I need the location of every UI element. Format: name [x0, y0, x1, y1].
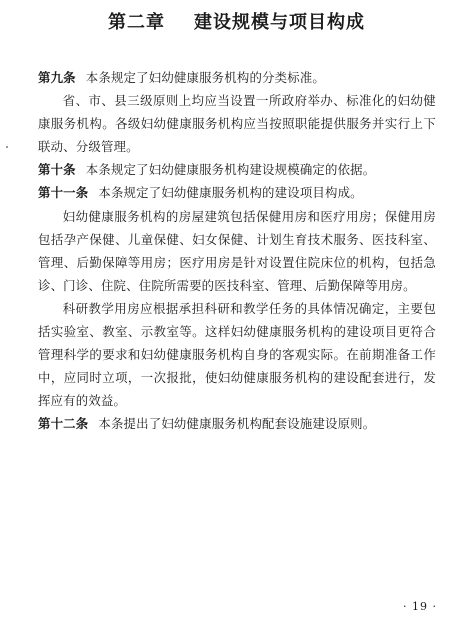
- article-12-heading: 第十二条: [38, 416, 89, 432]
- article-9-text: 本条规定了妇幼健康服务机构的分类标准。: [85, 70, 326, 85]
- article-10-heading: 第十条: [38, 162, 76, 178]
- article-10: [38, 158, 436, 181]
- article-10-text: 本条规定了妇幼健康服务机构建设规模确定的依据。: [85, 162, 376, 178]
- page-number: · 19 ·: [403, 600, 437, 613]
- article-9-heading: 第九条: [38, 70, 76, 85]
- article-9: [38, 66, 436, 89]
- article-11-body-1: 妇幼健康服务机构的房屋建筑包括保健用房和医疗用房；保健用房包括孕产保健、儿童保健、妇女保健、计划生育技术服务、医技科室、管理、后勤保障等用房；医疗用房是针对设置住院床位的机构，包括急诊、门诊、住院、住院所需要的医技科室、管理、后勤保障等用房。: [38, 208, 436, 293]
- body-text: [38, 66, 436, 436]
- article-11-body-2: 科研教学用房应根据承担科研和教学任务的具体情况确定，主要包括实验室、教室、示教室等。这样妇幼健康服务机构的建设项目更符合管理科学的要求和妇幼健康服务机构自身的客观实际。在前期准备工作中，应同时立项，一次报批，使妇幼健康服务机构的建设配套进行，发挥应有的效益。: [38, 300, 436, 409]
- article-11: [38, 181, 436, 204]
- chapter-title: 第二章 建设规模与项目构成: [107, 12, 366, 33]
- article-11-text: 本条规定了妇幼健康服务机构的建设项目构成。: [98, 185, 363, 201]
- article-12: [38, 412, 436, 435]
- article-11-heading: 第十一条: [38, 185, 89, 201]
- margin-mark: [6, 146, 8, 148]
- article-12-text: 本条提出了妇幼健康服务机构配套设施建设原则。: [98, 416, 376, 432]
- article-9-body: 省、市、县三级原则上均应当设置一所政府举办、标准化的妇幼健康服务机构。各级妇幼健康服务机构应当按照职能提供服务并实行上下联动、分级管理。: [38, 93, 436, 155]
